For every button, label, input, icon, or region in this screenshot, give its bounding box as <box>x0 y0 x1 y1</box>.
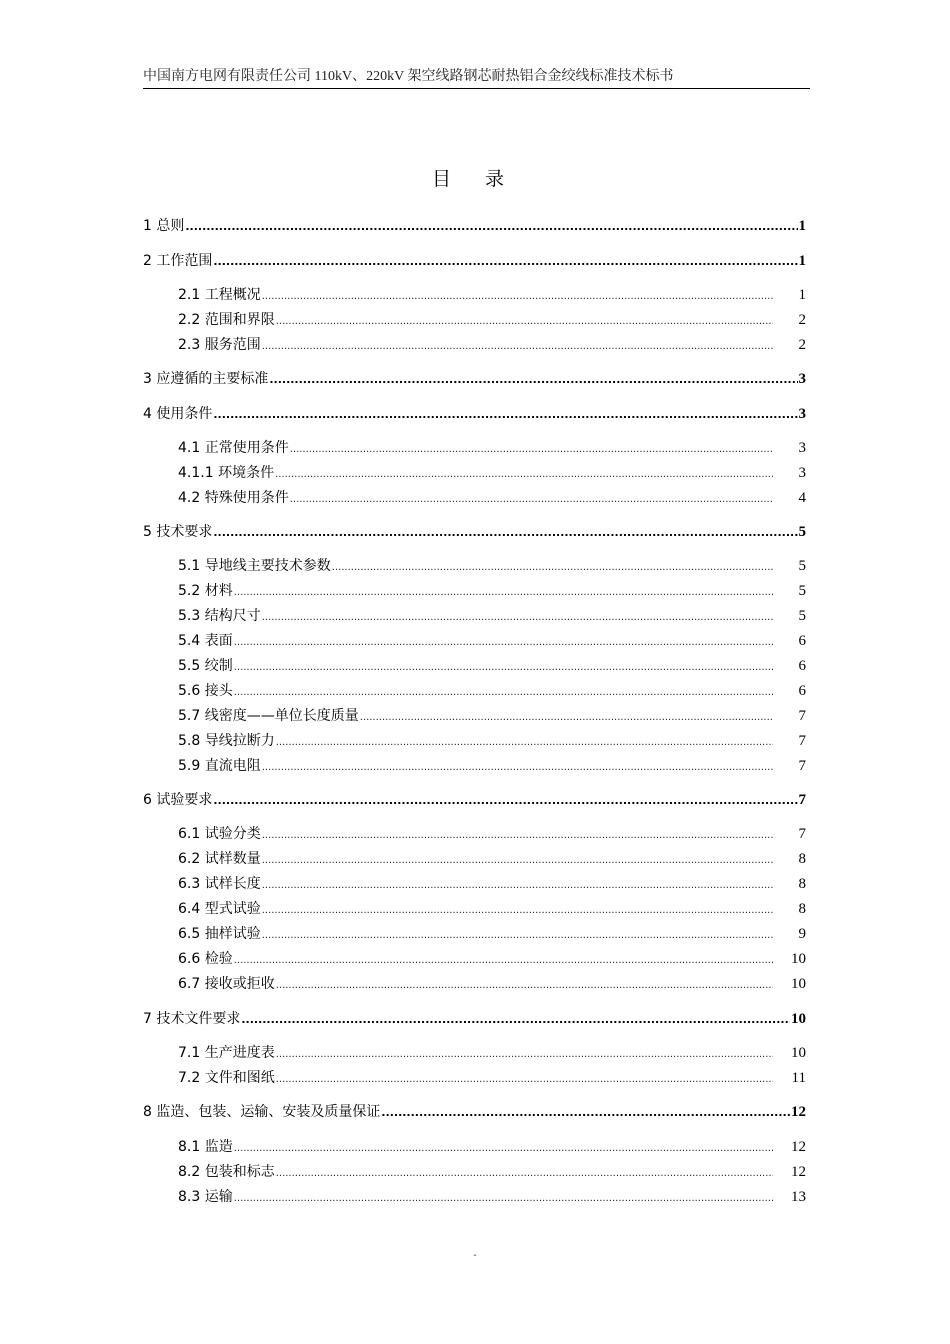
toc-page-number: 8 <box>798 901 806 917</box>
toc-leader-dots <box>262 757 773 779</box>
toc-section-entry[interactable] <box>178 487 806 509</box>
toc-page-number: 10 <box>791 951 806 967</box>
toc-leader-dots <box>360 707 773 729</box>
toc-section-entry[interactable] <box>178 948 806 970</box>
toc-entry-label: 8.3 运输 <box>178 1189 233 1205</box>
toc-leader-dots <box>234 682 773 704</box>
toc-section-entry[interactable] <box>178 755 806 777</box>
toc-leader-dots <box>234 657 773 679</box>
toc-page-number: 5 <box>798 524 806 540</box>
toc-entry-label: 5 技术要求 <box>143 524 213 540</box>
toc-page-number: 12 <box>791 1139 806 1155</box>
toc-page-number: 1 <box>798 287 806 303</box>
toc-section-entry[interactable] <box>178 848 806 870</box>
toc-page-number: 3 <box>798 406 806 422</box>
toc-page-number: 7 <box>798 826 806 842</box>
toc-leader-dots <box>262 336 773 358</box>
toc-leader-dots <box>332 557 773 579</box>
toc-entry-label: 5.9 直流电阻 <box>178 758 261 774</box>
toc-page-number: 3 <box>798 371 806 387</box>
toc-section-entry[interactable] <box>178 898 806 920</box>
toc-page-number: 1 <box>798 253 806 269</box>
toc-chapter-entry[interactable] <box>143 250 806 272</box>
toc-section-entry[interactable] <box>178 555 806 577</box>
toc-section-entry[interactable] <box>178 437 806 459</box>
toc-leader-dots <box>290 439 773 461</box>
toc-entry-label: 8.2 包装和标志 <box>178 1164 275 1180</box>
toc-leader-dots <box>262 925 773 947</box>
toc-leader-dots <box>262 825 773 847</box>
toc-leader-dots <box>262 286 773 308</box>
toc-entry-label: 8.1 监造 <box>178 1139 233 1155</box>
toc-leader-dots <box>234 1138 773 1160</box>
toc-section-entry[interactable] <box>178 309 806 331</box>
toc-entry-label: 7.1 生产进度表 <box>178 1045 275 1061</box>
toc-leader-dots <box>276 1069 773 1091</box>
toc-entry-label: 1 总则 <box>143 218 185 234</box>
toc-entry-label: 6.7 接收或拒收 <box>178 976 275 992</box>
toc-leader-dots <box>213 790 797 812</box>
toc-page-number: 10 <box>791 1045 806 1061</box>
toc-leader-dots <box>262 900 773 922</box>
toc-entry-label: 6.5 抽样试验 <box>178 926 261 942</box>
toc-leader-dots <box>213 404 797 426</box>
toc-page-number: 10 <box>791 976 806 992</box>
toc-entry-label: 5.2 材料 <box>178 583 233 599</box>
toc-leader-dots <box>269 369 797 391</box>
toc-page-number: 12 <box>791 1104 806 1120</box>
toc-section-entry[interactable] <box>178 973 806 995</box>
toc-entry-label: 4.2 特殊使用条件 <box>178 490 289 506</box>
toc-entry-label: 8 监造、包装、运输、安装及质量保证 <box>143 1104 381 1120</box>
toc-entry-label: 5.8 导线拉断力 <box>178 733 275 749</box>
toc-page-number: 6 <box>798 658 806 674</box>
toc-leader-dots <box>262 850 773 872</box>
toc-chapter-entry[interactable] <box>143 789 806 811</box>
toc-entry-label: 4.1 正常使用条件 <box>178 440 289 456</box>
toc-leader-dots <box>234 950 773 972</box>
toc-section-entry[interactable] <box>178 1067 806 1089</box>
toc-entry-label: 4.1.1 环境条件 <box>178 465 275 481</box>
toc-section-entry[interactable] <box>178 284 806 306</box>
toc-section-entry[interactable] <box>178 1186 806 1208</box>
toc-page-number: 1 <box>798 218 806 234</box>
toc-page-number: 8 <box>798 851 806 867</box>
toc-entry-label: 2.3 服务范围 <box>178 337 261 353</box>
toc-leader-dots <box>241 1009 790 1031</box>
toc-section-entry[interactable] <box>178 873 806 895</box>
toc-page-number: 12 <box>791 1164 806 1180</box>
toc-page-number: 8 <box>798 876 806 892</box>
page-header: 中国南方电网有限责任公司 110kV、220kV 架空线路钢芯耐热铝合金绞线标准技术标书 <box>143 68 810 89</box>
toc-entry-label: 5.3 结构尺寸 <box>178 608 261 624</box>
toc-section-entry[interactable] <box>178 1161 806 1183</box>
toc-section-entry[interactable] <box>178 705 806 727</box>
toc-leader-dots <box>276 311 773 333</box>
toc-entry-label: 5.6 接头 <box>178 683 233 699</box>
toc-leader-dots <box>234 632 773 654</box>
toc-page-number: 3 <box>798 440 806 456</box>
toc-chapter-entry[interactable] <box>143 1008 806 1030</box>
toc-entry-label: 5.4 表面 <box>178 633 233 649</box>
toc-leader-dots <box>381 1102 790 1124</box>
toc-entry-label: 6.1 试验分类 <box>178 826 261 842</box>
toc-page-number: 9 <box>798 926 806 942</box>
toc-section-entry[interactable] <box>178 605 806 627</box>
toc-section-entry[interactable] <box>178 1136 806 1158</box>
toc-entry-label: 4 使用条件 <box>143 406 213 422</box>
toc-page-number: 2 <box>798 312 806 328</box>
toc-section-entry[interactable] <box>178 334 806 356</box>
toc-entry-label: 7 技术文件要求 <box>143 1011 241 1027</box>
toc-entry-label: 2.1 工程概况 <box>178 287 261 303</box>
toc-entry-label: 5.1 导地线主要技术参数 <box>178 558 331 574</box>
toc-page-number: 7 <box>798 758 806 774</box>
toc-page-number: 11 <box>791 1070 806 1086</box>
toc-page-number: 5 <box>798 583 806 599</box>
toc-leader-dots <box>276 732 773 754</box>
toc-entry-label: 5.5 绞制 <box>178 658 233 674</box>
toc-entry-label: 3 应遵循的主要标准 <box>143 371 269 387</box>
toc-entry-label: 6.3 试样长度 <box>178 876 261 892</box>
toc-leader-dots <box>213 251 797 273</box>
toc-leader-dots <box>262 607 773 629</box>
toc-entry-label: 6.4 型式试验 <box>178 901 261 917</box>
toc-section-entry[interactable] <box>178 730 806 752</box>
toc-leader-dots <box>276 1163 773 1185</box>
toc-title: 目 录 <box>431 168 519 190</box>
toc-page-number: 7 <box>798 733 806 749</box>
toc-section-entry[interactable] <box>178 580 806 602</box>
toc-page-number: 7 <box>798 792 806 808</box>
toc-leader-dots <box>276 975 773 997</box>
toc-entry-label: 5.7 线密度——单位长度质量 <box>178 708 359 724</box>
toc-leader-dots <box>262 875 773 897</box>
toc-chapter-entry[interactable] <box>143 215 806 237</box>
toc-leader-dots <box>276 1044 773 1066</box>
toc-page-number: 5 <box>798 608 806 624</box>
toc-leader-dots <box>185 216 797 238</box>
toc-leader-dots <box>275 464 773 486</box>
toc-page-number: 7 <box>798 708 806 724</box>
toc-page-number: 4 <box>798 490 806 506</box>
toc-page-number: 6 <box>798 633 806 649</box>
toc-section-entry[interactable] <box>178 462 806 484</box>
toc-page-number: 2 <box>798 337 806 353</box>
toc-chapter-entry[interactable] <box>143 521 806 543</box>
toc-chapter-entry[interactable] <box>143 1101 806 1123</box>
toc-entry-label: 2 工作范围 <box>143 253 213 269</box>
toc-page-number: 13 <box>791 1189 806 1205</box>
toc-page-number: 3 <box>798 465 806 481</box>
toc-section-entry[interactable] <box>178 823 806 845</box>
toc-chapter-entry[interactable] <box>143 368 806 390</box>
toc-leader-dots <box>234 1188 773 1210</box>
toc-section-entry[interactable] <box>178 1042 806 1064</box>
toc-page-number: 10 <box>791 1011 806 1027</box>
toc-leader-dots <box>290 489 773 511</box>
toc-entry-label: 2.2 范围和界限 <box>178 312 275 328</box>
toc-section-entry[interactable] <box>178 680 806 702</box>
page-footer: - <box>473 1250 477 1261</box>
toc-leader-dots <box>213 522 797 544</box>
toc-page-number: 6 <box>798 683 806 699</box>
toc-section-entry[interactable] <box>178 655 806 677</box>
toc-entry-label: 7.2 文件和图纸 <box>178 1070 275 1086</box>
toc-entry-label: 6.2 试样数量 <box>178 851 261 867</box>
toc-entry-label: 6 试验要求 <box>143 792 213 808</box>
toc-entry-label: 6.6 检验 <box>178 951 233 967</box>
toc-leader-dots <box>234 582 773 604</box>
toc-chapter-entry[interactable] <box>143 403 806 425</box>
toc-page-number: 5 <box>798 558 806 574</box>
toc-section-entry[interactable] <box>178 630 806 652</box>
toc-section-entry[interactable] <box>178 923 806 945</box>
